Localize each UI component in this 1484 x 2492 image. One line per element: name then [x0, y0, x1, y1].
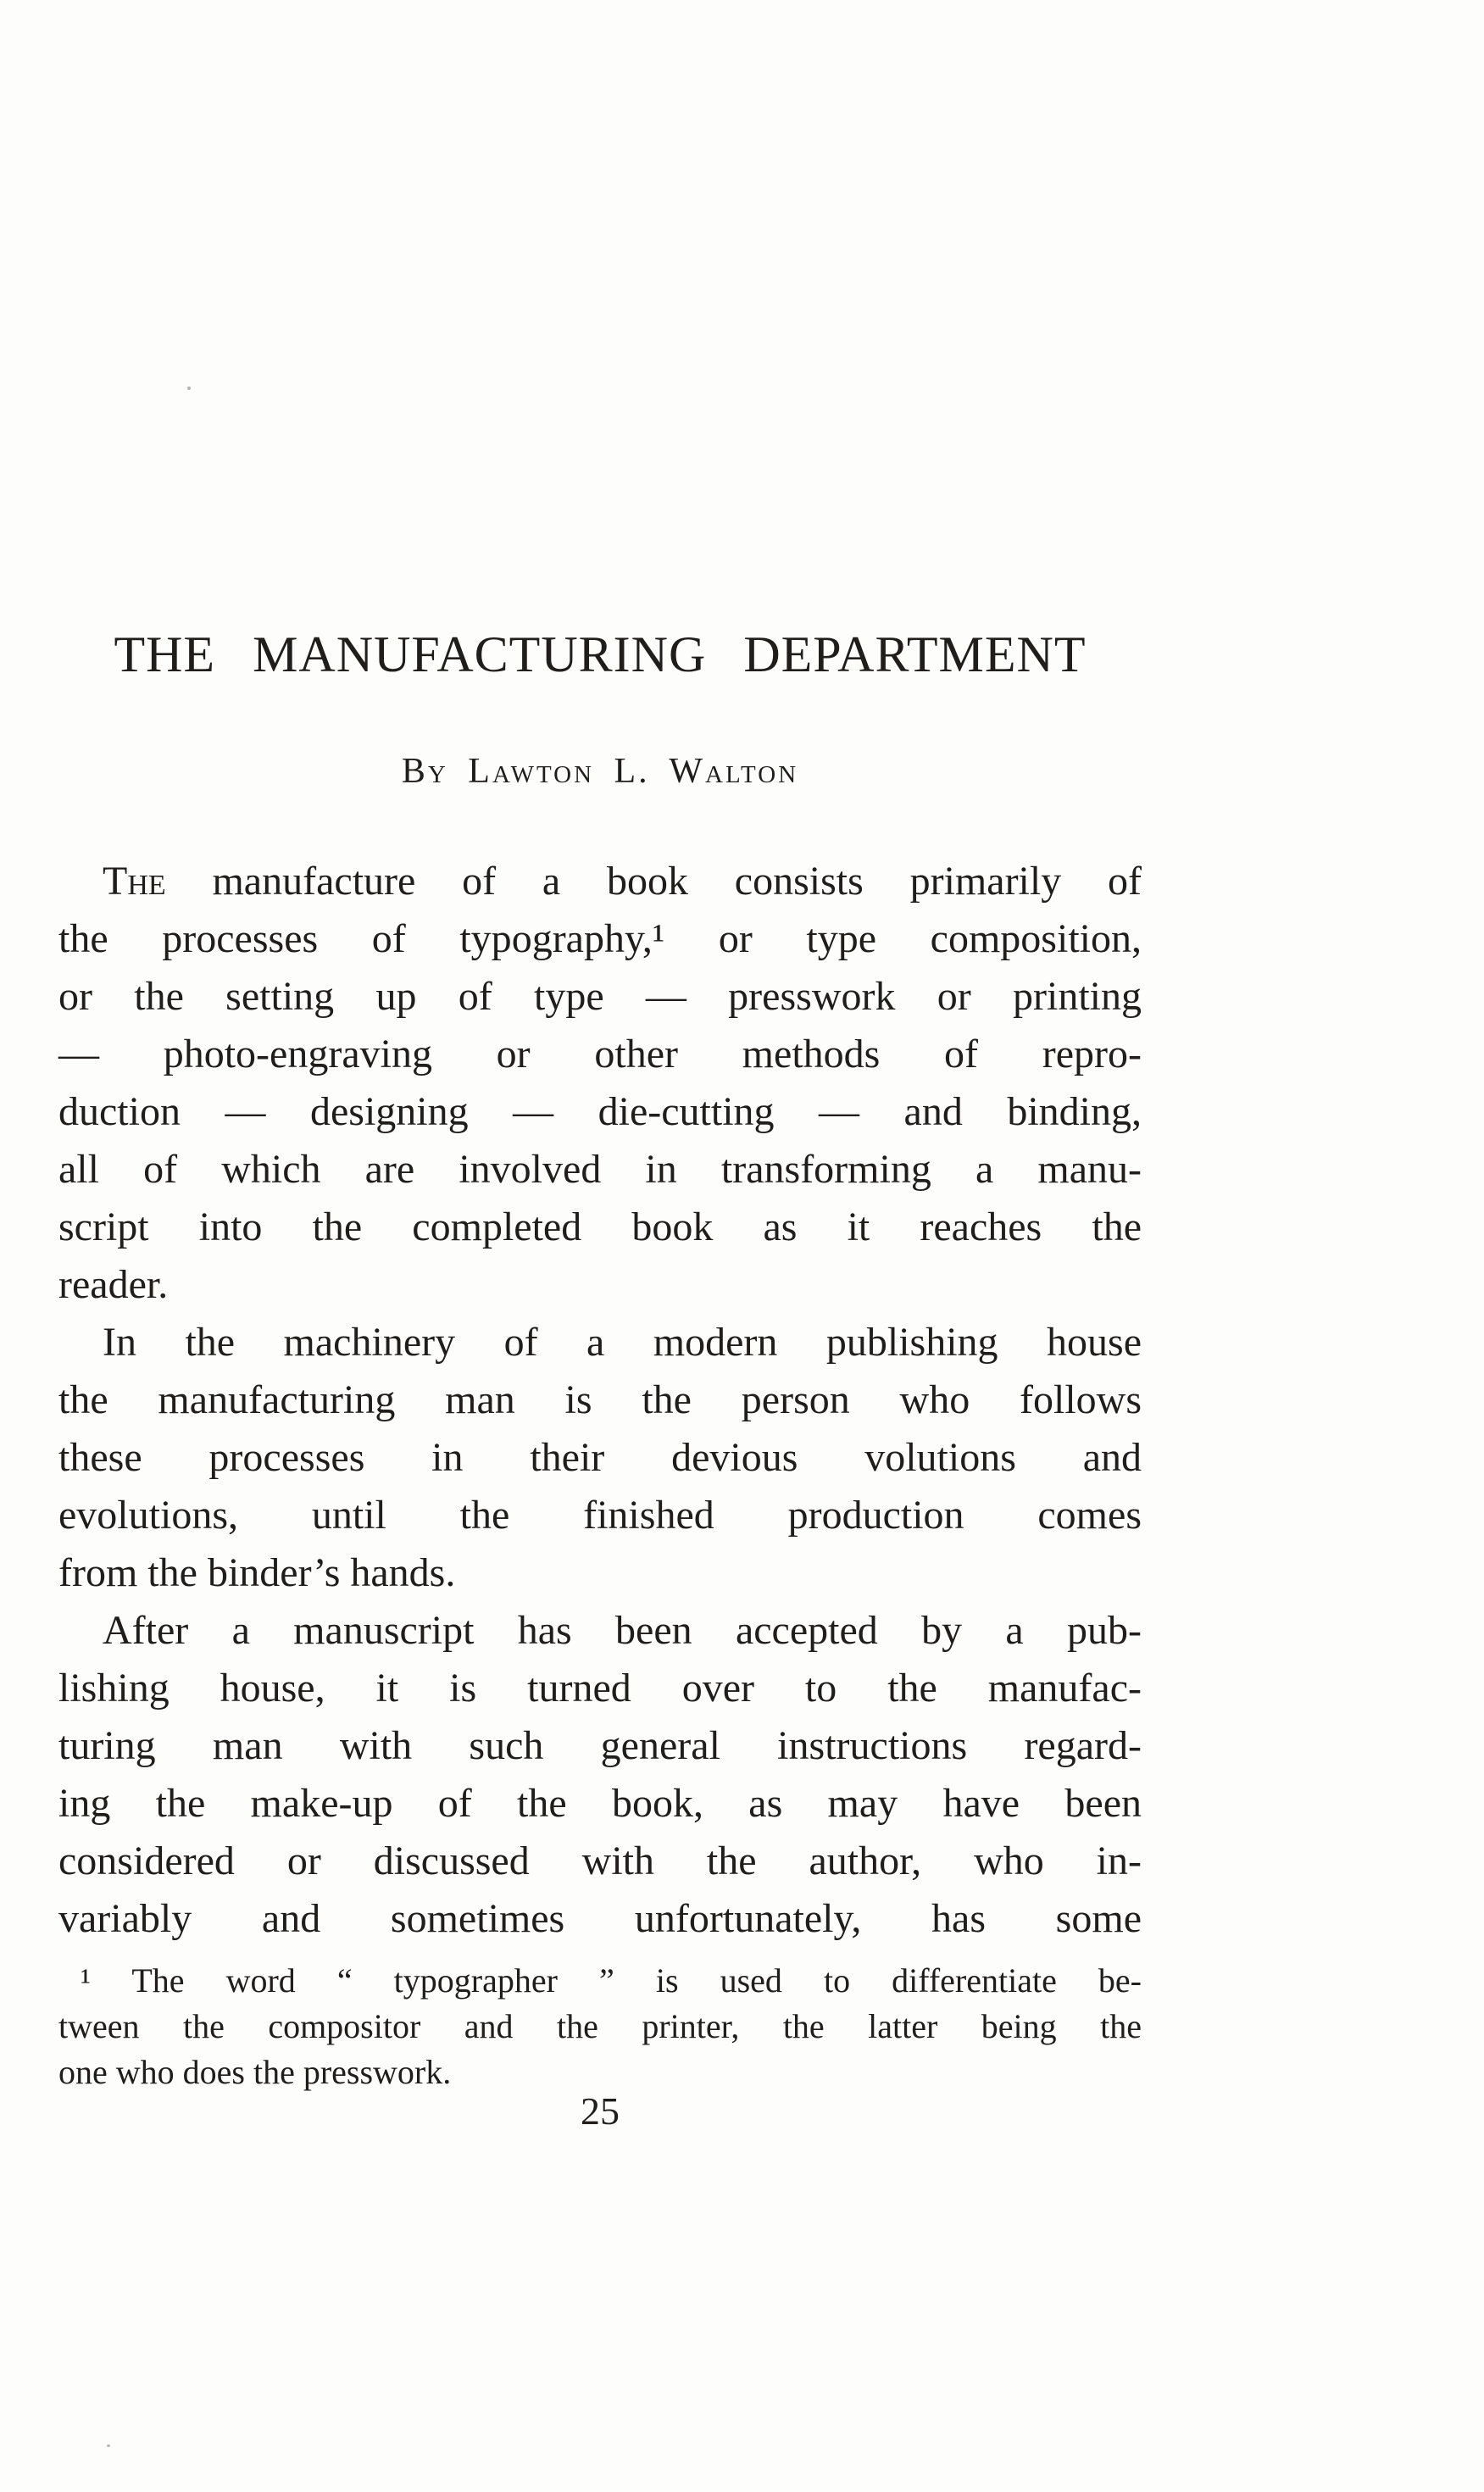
page-number: 25 — [581, 2089, 620, 2133]
footnote-line: one who does the presswork. — [58, 2053, 452, 2091]
text-line: In the machinery of a modern publishing house — [103, 1320, 1142, 1365]
byline-text: By Lawton L. Walton — [401, 752, 799, 791]
text-line: the manufacturing man is the person who follows — [58, 1377, 1142, 1422]
footnote-line: ¹ The word “ typographer ” is used to differentiate be- — [81, 1961, 1142, 2000]
footnote — [58, 1958, 1142, 2095]
text-line: these processes in their devious volutions and — [58, 1435, 1142, 1480]
lead-rest: manufacture of a book consists primarily of — [165, 859, 1142, 904]
text-line: all of which are involved in transforming a manu- — [58, 1147, 1142, 1192]
text-line: or the setting up of type — presswork or printing — [58, 974, 1142, 1019]
text-line: from the binder’s hands. — [58, 1550, 456, 1595]
text-line: reader. — [58, 1262, 169, 1307]
paragraph-1 — [58, 853, 1142, 1314]
text-line — [58, 853, 1142, 910]
lead-word: The — [103, 859, 166, 904]
text-line: variably and sometimes unfortunately, has some — [58, 1896, 1142, 1941]
text-line: script into the completed book as it reaches the — [58, 1204, 1142, 1249]
text-line: After a manuscript has been accepted by a pub- — [103, 1608, 1142, 1653]
text-line: considered or discussed with the author, who in- — [58, 1838, 1142, 1883]
text-line: duction — designing — die-cutting — and binding, — [58, 1089, 1142, 1134]
text-line: evolutions, until the finished production comes — [58, 1493, 1142, 1538]
text-line: — photo-engraving or other methods of repro- — [58, 1032, 1142, 1076]
footnote-line: tween the compositor and the printer, the latter being the — [58, 2007, 1142, 2045]
paragraph-2 — [58, 1314, 1142, 1602]
scan-speck — [107, 2445, 110, 2447]
chapter-title: THE MANUFACTURING DEPARTMENT — [114, 626, 1087, 682]
byline — [58, 751, 1142, 792]
text-line: lishing house, it is turned over to the manufac- — [58, 1666, 1142, 1710]
paragraph-3 — [58, 1602, 1142, 1948]
text-line: ing the make-up of the book, as may have been — [58, 1781, 1142, 1826]
text-line: turing man with such general instructions regard- — [58, 1723, 1142, 1768]
scan-speck — [187, 387, 191, 390]
text-line: the processes of typography,¹ or type composition, — [58, 916, 1142, 961]
